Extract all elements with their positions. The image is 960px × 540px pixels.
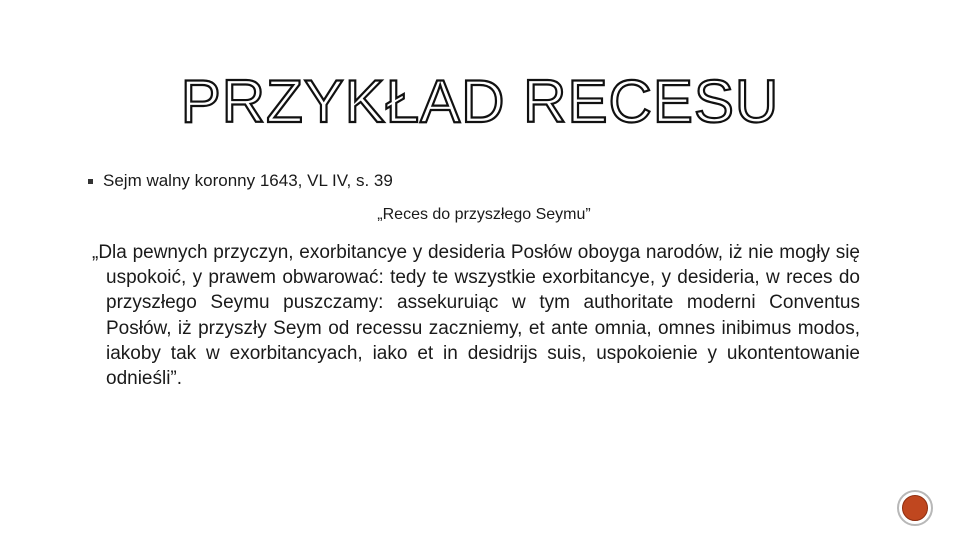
bullet-text: Sejm walny koronny 1643, VL IV, s. 39	[103, 171, 393, 190]
bullet-item	[88, 170, 393, 192]
square-bullet-icon	[88, 179, 93, 184]
badge-inner	[902, 495, 928, 521]
slide-subtitle: „Reces do przyszłego Seymu”	[377, 206, 591, 223]
slide-title: PRZYKŁAD RECESU	[180, 68, 780, 135]
quote-paragraph: „Dla pewnych przyczyn, exorbitancye y desideria Posłów oboyga narodów, iż nie mogły się uspokoić, y prawem obwarować: tedy te wszystkie exorbitancye, y desideria, w reces do przyszłego Seymu puszczamy: assekuruiąc w tym authoritate moderni Conventus Posłów, iż przyszły Seym od recessu zaczniemy, et ante omnia, omnes inibimus modos, iakoby tak w exorbitancyach, iako et in desidrijs suis, uspokoienie y ukontentowanie odnieśli”.	[92, 242, 860, 390]
circle-badge-icon	[897, 490, 933, 526]
